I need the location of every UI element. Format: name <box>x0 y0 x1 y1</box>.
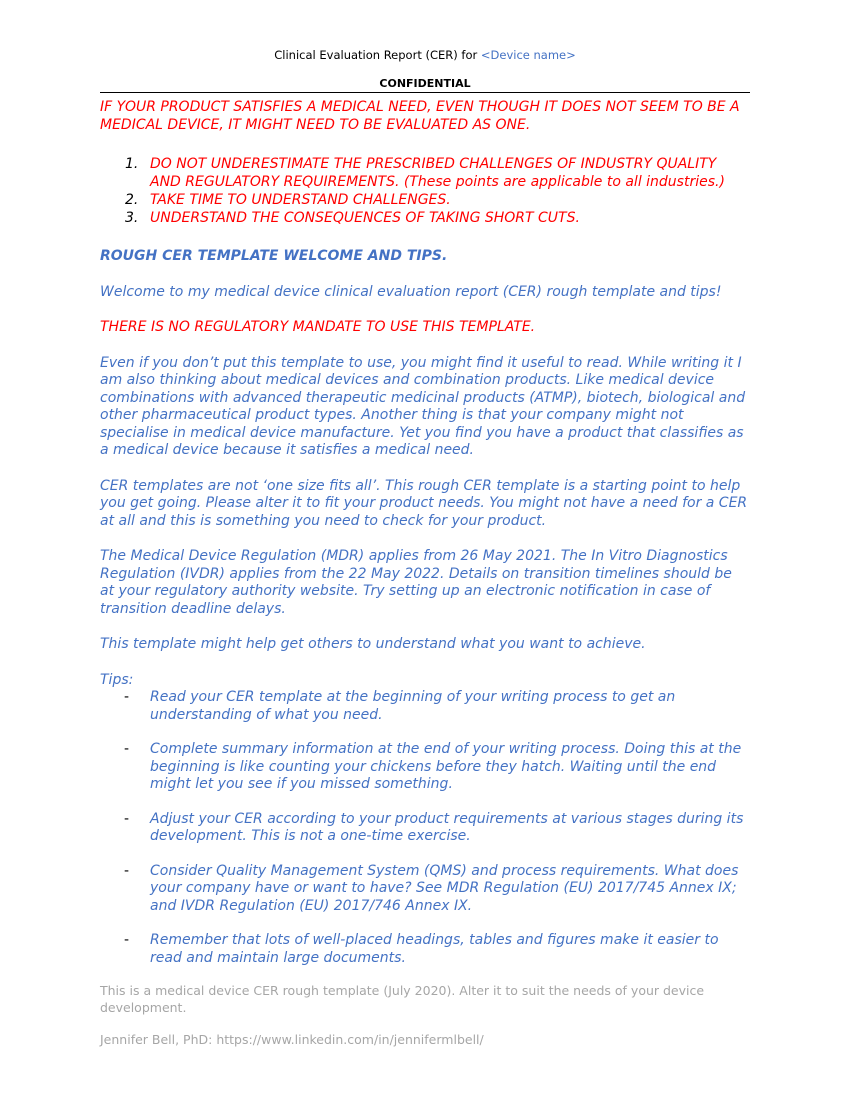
bullet-dash: - <box>124 741 130 757</box>
tip-item <box>100 811 750 846</box>
tip-item <box>100 932 750 967</box>
bullet-dash: - <box>124 689 130 705</box>
tips-label: Tips: <box>100 671 134 688</box>
tip-text: Complete summary information at the end of your writing process. Doing this at the beginning is like counting your chickens before they hatch. Waiting until the end might let you see if you missed something. <box>150 741 742 792</box>
intro-warning: IF YOUR PRODUCT SATISFIES A MEDICAL NEED, EVEN THOUGH IT DOES NOT SEEM TO BE A MEDICAL DEVICE, IT MIGHT NEED TO BE EVALUATED AS ONE. <box>100 99 740 133</box>
page-header <box>100 48 750 62</box>
paragraph-purpose: This template might help get others to understand what you want to achieve. <box>100 636 646 652</box>
warning-number: 1. <box>125 156 139 172</box>
tip-item <box>100 863 750 916</box>
header-divider <box>100 92 750 93</box>
warning-number: 2. <box>125 192 139 208</box>
confidential-label: CONFIDENTIAL <box>379 77 471 90</box>
paragraph-regulation: The Medical Device Regulation (MDR) applies from 26 May 2021. The In Vitro Diagnostics Regulation (IVDR) applies from the 22 May 2022. Details on transition timelines should be at your regulatory authority website. Try setting up an electronic notification in case of transition deadline delays. <box>100 548 732 617</box>
header-title-prefix: Clinical Evaluation Report (CER) for <box>274 48 481 62</box>
paragraph-intro: Even if you don’t put this template to use, you might find it useful to read. While writing it I am also thinking about medical devices and combination products. Like medical device combinations with advanced therapeutic medicinal products (ATMP), biotech, biological and other pharmaceutical product types. Another thing is that your company might not specialise in medical device manufacture. Yet you find you have a product that classifies as a medical device because it satisfies a medical need. <box>100 354 746 458</box>
warning-number: 3. <box>125 210 139 226</box>
warning-item <box>100 209 750 227</box>
warning-list <box>100 155 750 227</box>
device-name-placeholder: <Device name> <box>480 48 576 62</box>
warning-text: TAKE TIME TO UNDERSTAND CHALLENGES. <box>150 192 451 208</box>
footer-note: This is a medical device CER rough template (July 2020). Alter it to suit the needs of your device development. <box>100 983 705 1015</box>
tip-text: Consider Quality Management System (QMS) and process requirements. What does your company have or want to have? See MDR Regulation (EU) 2017/745 Annex IX; and IVDR Regulation (EU) 2017/746 Annex IX. <box>150 862 739 914</box>
tip-text: Remember that lots of well-placed headings, tables and figures make it easier to read and maintain large documents. <box>150 932 719 966</box>
bullet-dash: - <box>124 810 130 827</box>
tips-list <box>100 689 750 967</box>
welcome-text: Welcome to my medical device clinical evaluation report (CER) rough template and tips! <box>100 283 722 300</box>
section-heading: ROUGH CER TEMPLATE WELCOME AND TIPS. <box>100 248 448 264</box>
tip-text: Adjust your CER according to your product requirements at various stages during its development. This is not a one-time exercise. <box>150 810 744 844</box>
footer-author: Jennifer Bell, PhD: https://www.linkedin.com/in/jennifermlbell/ <box>100 1032 484 1047</box>
no-mandate-warning: THERE IS NO REGULATORY MANDATE TO USE THIS TEMPLATE. <box>100 319 536 335</box>
tip-text: Read your CER template at the beginning of your writing process to get an understanding of what you need. <box>150 689 676 723</box>
paragraph-templates: CER templates are not ‘one size fits all’. This rough CER template is a starting point to help you get going. Please alter it to fit your product needs. You might not have a need for a CER at all and this is something you need to check for your product. <box>100 477 748 529</box>
warning-text: DO NOT UNDERESTIMATE THE PRESCRIBED CHALLENGES OF INDUSTRY QUALITY AND REGULATORY REQUIREMENTS. (These points are applicable to all industries.) <box>150 156 725 190</box>
bullet-dash: - <box>124 932 130 948</box>
warning-item <box>100 191 750 209</box>
document-body <box>100 99 750 1049</box>
warning-item <box>100 155 750 191</box>
warning-text: UNDERSTAND THE CONSEQUENCES OF TAKING SHORT CUTS. <box>150 210 580 226</box>
tip-item <box>100 689 750 724</box>
bullet-dash: - <box>124 862 130 879</box>
tip-item <box>100 741 750 794</box>
